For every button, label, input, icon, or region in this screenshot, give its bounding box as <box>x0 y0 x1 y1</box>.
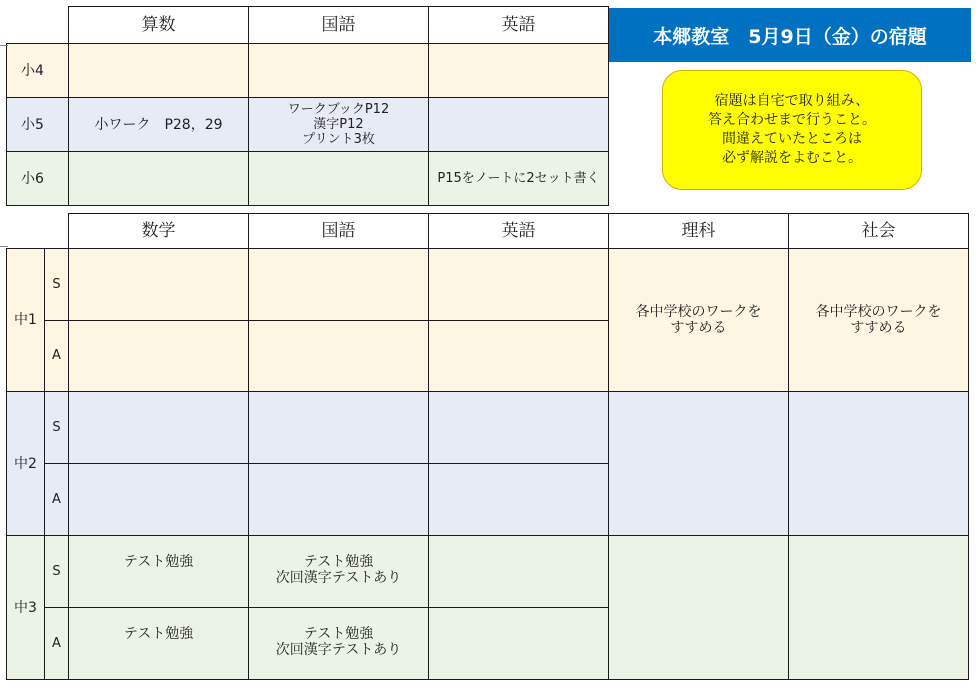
page-title-banner: 本郷教室 5月9日（金）の宿題 <box>609 8 971 62</box>
mid-level-1-a: A <box>44 320 69 392</box>
elem-header-japanese: 国語 <box>248 6 429 44</box>
elem-cell-5-math: 小ワーク P28，29 <box>68 97 249 152</box>
elem-cell-6-math <box>68 151 249 206</box>
mid-level-3-s: S <box>44 535 69 608</box>
mid-cell-2a-japanese <box>248 463 429 536</box>
mid-level-3-a: A <box>44 607 69 680</box>
mid-header-social: 社会 <box>788 213 969 249</box>
elem-cell-5-japanese: ワークブックP12 漢字P12 プリント3枚 <box>248 97 429 152</box>
mid-cell-3a-english <box>428 607 609 680</box>
elem-cell-6-japanese <box>248 151 429 206</box>
mid-cell-2-science <box>608 391 789 536</box>
mid-cell-1a-japanese <box>248 320 429 392</box>
mid-cell-1s-english <box>428 248 609 321</box>
mid-header-math: 数学 <box>68 213 249 249</box>
margin-tick <box>0 45 8 46</box>
mid-cell-2s-japanese <box>248 391 429 464</box>
mid-grade-label-1: 中1 <box>6 248 45 392</box>
mid-cell-3s-japanese: テスト勉強 次回漢字テストあり <box>248 535 429 608</box>
mid-header-english: 英語 <box>428 213 609 249</box>
mid-cell-1a-math <box>68 320 249 392</box>
mid-header-science: 理科 <box>608 213 789 249</box>
mid-cell-1a-english <box>428 320 609 392</box>
mid-cell-3s-english <box>428 535 609 608</box>
mid-cell-3-social <box>788 535 969 680</box>
mid-cell-2a-english <box>428 463 609 536</box>
elem-cell-4-math <box>68 43 249 98</box>
elem-cell-6-english: P15をノートに2セット書く <box>428 151 609 206</box>
middle-table <box>0 210 976 687</box>
elem-cell-4-japanese <box>248 43 429 98</box>
elem-row-label-6: 小6 <box>6 151 69 206</box>
mid-cell-3a-japanese: テスト勉強 次回漢字テストあり <box>248 607 429 680</box>
mid-cell-1-social: 各中学校のワークを すすめる <box>788 248 969 392</box>
elem-cell-4-english <box>428 43 609 98</box>
mid-cell-3s-math: テスト勉強 <box>68 535 249 608</box>
mid-cell-2a-math <box>68 463 249 536</box>
mid-level-2-a: A <box>44 463 69 536</box>
mid-cell-2s-english <box>428 391 609 464</box>
mid-level-2-s: S <box>44 391 69 464</box>
homework-note: 宿題は自宅で取り組み、 答え合わせまで行うこと。 間違えていたところは 必ず解説をよむこと。 <box>662 70 922 190</box>
elem-header-english: 英語 <box>428 6 609 44</box>
mid-header-japanese: 国語 <box>248 213 429 249</box>
elementary-table <box>0 0 610 208</box>
mid-cell-1-science: 各中学校のワークを すすめる <box>608 248 789 392</box>
mid-cell-1s-math <box>68 248 249 321</box>
mid-cell-3-science <box>608 535 789 680</box>
mid-cell-1s-japanese <box>248 248 429 321</box>
mid-grade-label-3: 中3 <box>6 535 45 680</box>
mid-cell-2-social <box>788 391 969 536</box>
elem-row-label-4: 小4 <box>6 43 69 98</box>
mid-cell-3a-math: テスト勉強 <box>68 607 249 680</box>
mid-cell-2s-math <box>68 391 249 464</box>
mid-grade-label-2: 中2 <box>6 391 45 536</box>
elem-cell-5-english <box>428 97 609 152</box>
elem-header-math: 算数 <box>68 6 249 44</box>
elem-row-label-5: 小5 <box>6 97 69 152</box>
mid-level-1-s: S <box>44 248 69 321</box>
